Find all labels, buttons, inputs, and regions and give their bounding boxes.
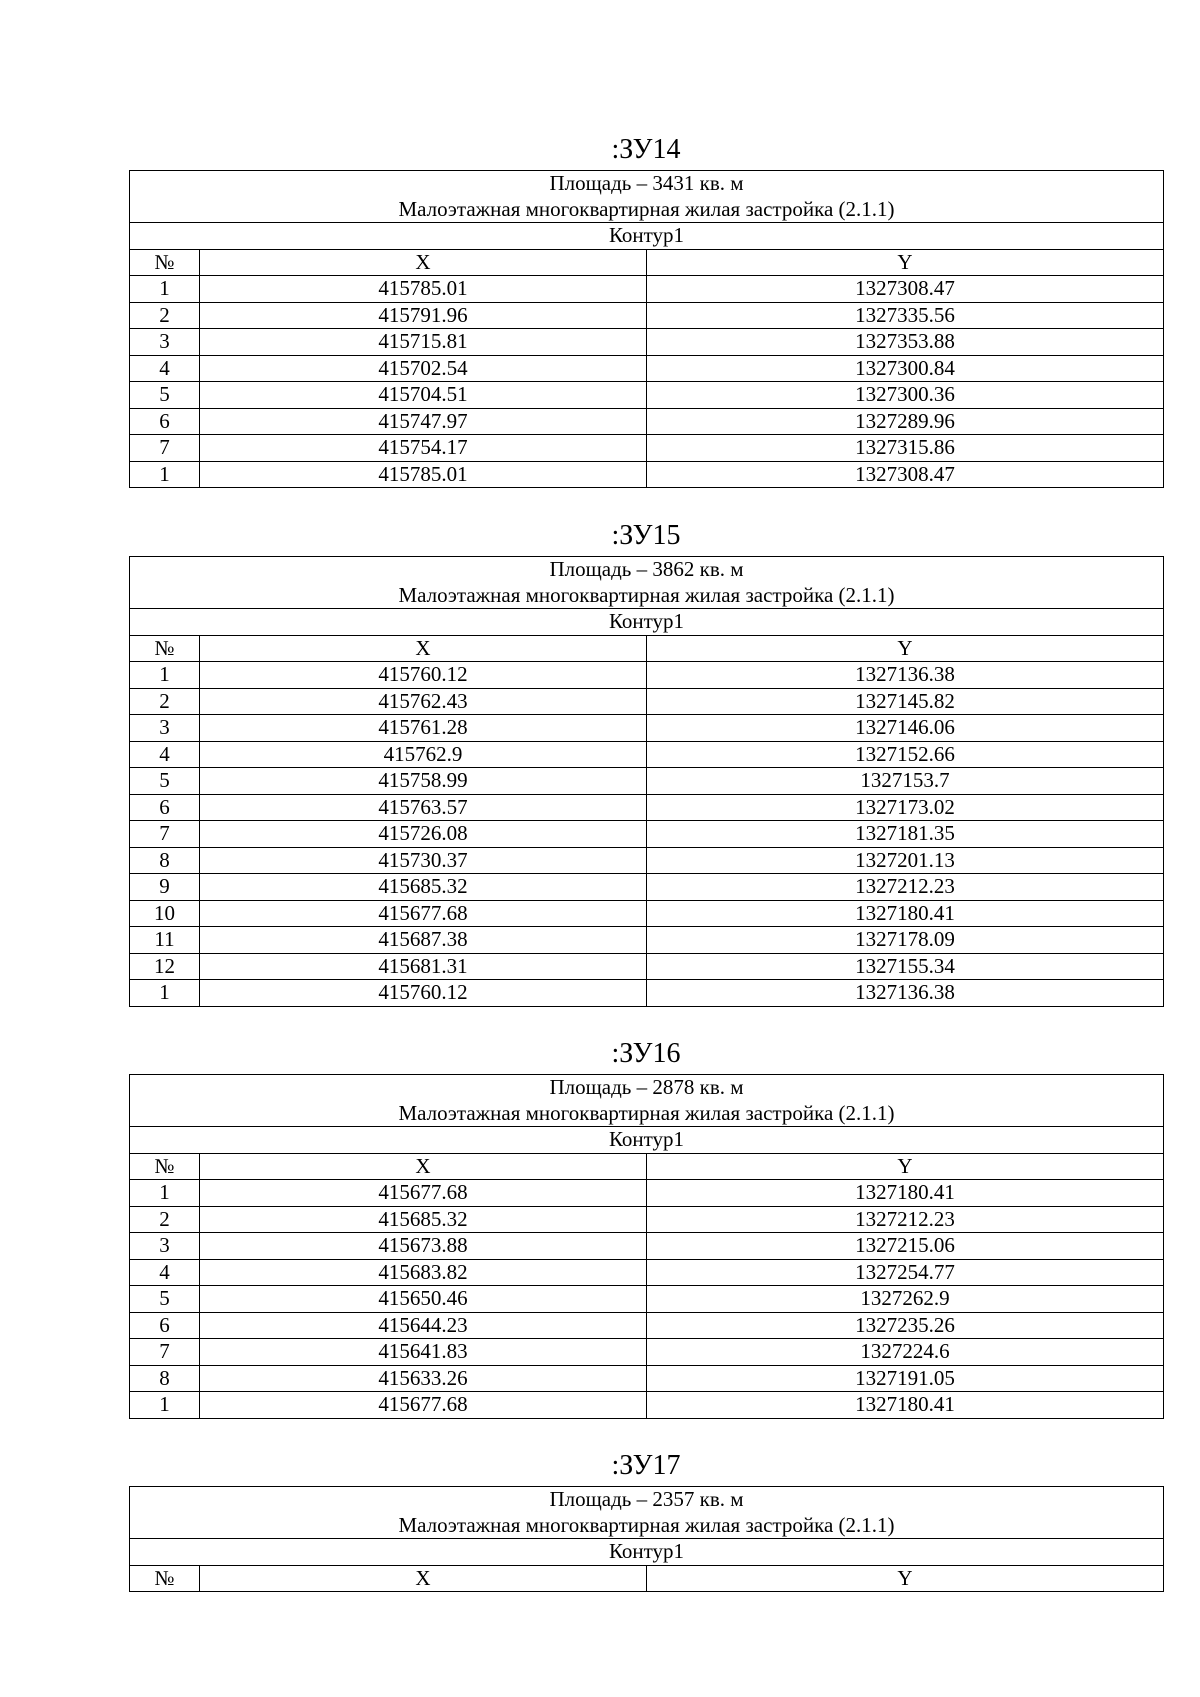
x-coordinate-cell: 415747.97 — [200, 408, 647, 435]
point-number-cell: 11 — [130, 927, 200, 954]
table-row — [130, 1365, 1164, 1392]
table-header-row — [130, 1565, 1164, 1592]
y-coordinate-cell: 1327145.82 — [647, 688, 1164, 715]
point-number-cell: 6 — [130, 408, 200, 435]
x-coordinate-cell: 415681.31 — [200, 953, 647, 980]
y-coordinate-cell: 1327180.41 — [647, 900, 1164, 927]
x-coordinate-cell: 415677.68 — [200, 1180, 647, 1207]
table-row — [130, 821, 1164, 848]
parcel-section — [129, 520, 1163, 1007]
table-row — [130, 1339, 1164, 1366]
point-number-cell: 7 — [130, 821, 200, 848]
x-coordinate-cell: 415760.12 — [200, 980, 647, 1007]
table-row — [130, 1233, 1164, 1260]
point-number-cell: 10 — [130, 900, 200, 927]
y-coordinate-cell: 1327300.36 — [647, 382, 1164, 409]
table-row — [130, 1206, 1164, 1233]
area-label: Площадь – 3431 кв. м — [130, 171, 1164, 197]
y-coordinate-cell: 1327180.41 — [647, 1392, 1164, 1419]
point-number-cell: 8 — [130, 1365, 200, 1392]
x-coordinate-cell: 415677.68 — [200, 1392, 647, 1419]
table-header-row — [130, 635, 1164, 662]
contour-label: Контур1 — [130, 1127, 1164, 1154]
y-coordinate-cell: 1327300.84 — [647, 355, 1164, 382]
area-label: Площадь – 3862 кв. м — [130, 557, 1164, 583]
section-title: :ЗУ17 — [611, 1450, 681, 1481]
x-coordinate-cell: 415760.12 — [200, 662, 647, 689]
y-coordinate-cell: 1327235.26 — [647, 1312, 1164, 1339]
point-number-cell: 6 — [130, 794, 200, 821]
y-coordinate-cell: 1327212.23 — [647, 874, 1164, 901]
table-header-row — [130, 249, 1164, 276]
column-header-x: X — [200, 1565, 647, 1592]
y-coordinate-cell: 1327308.47 — [647, 276, 1164, 303]
x-coordinate-cell: 415715.81 — [200, 329, 647, 356]
column-header-y: Y — [647, 249, 1164, 276]
section-title: :ЗУ14 — [611, 134, 681, 165]
table-row — [130, 662, 1164, 689]
land-use-label: Малоэтажная многоквартирная жилая застройка (2.1.1) — [130, 1101, 1164, 1127]
contour-label: Контур1 — [130, 223, 1164, 250]
point-number-cell: 4 — [130, 355, 200, 382]
point-number-cell: 3 — [130, 1233, 200, 1260]
x-coordinate-cell: 415754.17 — [200, 435, 647, 462]
y-coordinate-cell: 1327152.66 — [647, 741, 1164, 768]
parcel-section — [129, 1038, 1163, 1419]
y-coordinate-cell: 1327155.34 — [647, 953, 1164, 980]
table-row — [130, 847, 1164, 874]
point-number-cell: 12 — [130, 953, 200, 980]
table-row — [130, 329, 1164, 356]
x-coordinate-cell: 415683.82 — [200, 1259, 647, 1286]
point-number-cell: 2 — [130, 1206, 200, 1233]
x-coordinate-cell: 415791.96 — [200, 302, 647, 329]
point-number-cell: 1 — [130, 276, 200, 303]
x-coordinate-cell: 415673.88 — [200, 1233, 647, 1260]
table-row — [130, 768, 1164, 795]
table-row — [130, 1180, 1164, 1207]
coordinates-table — [129, 1486, 1164, 1592]
point-number-cell: 3 — [130, 329, 200, 356]
y-coordinate-cell: 1327215.06 — [647, 1233, 1164, 1260]
parcel-section — [129, 134, 1163, 488]
column-header-number: № — [130, 635, 200, 662]
column-header-number: № — [130, 1565, 200, 1592]
y-coordinate-cell: 1327289.96 — [647, 408, 1164, 435]
x-coordinate-cell: 415785.01 — [200, 276, 647, 303]
point-number-cell: 1 — [130, 1392, 200, 1419]
x-coordinate-cell: 415650.46 — [200, 1286, 647, 1313]
y-coordinate-cell: 1327180.41 — [647, 1180, 1164, 1207]
y-coordinate-cell: 1327201.13 — [647, 847, 1164, 874]
table-row — [130, 794, 1164, 821]
y-coordinate-cell: 1327191.05 — [647, 1365, 1164, 1392]
column-header-number: № — [130, 1153, 200, 1180]
table-row — [130, 276, 1164, 303]
section-title: :ЗУ16 — [611, 1038, 681, 1069]
point-number-cell: 3 — [130, 715, 200, 742]
y-coordinate-cell: 1327254.77 — [647, 1259, 1164, 1286]
coordinates-table — [129, 1074, 1164, 1419]
y-coordinate-cell: 1327353.88 — [647, 329, 1164, 356]
x-coordinate-cell: 415641.83 — [200, 1339, 647, 1366]
point-number-cell: 1 — [130, 1180, 200, 1207]
table-row — [130, 953, 1164, 980]
table-row — [130, 1392, 1164, 1419]
table-row — [130, 435, 1164, 462]
x-coordinate-cell: 415726.08 — [200, 821, 647, 848]
table-row — [130, 980, 1164, 1007]
x-coordinate-cell: 415685.32 — [200, 874, 647, 901]
x-coordinate-cell: 415685.32 — [200, 1206, 647, 1233]
x-coordinate-cell: 415762.9 — [200, 741, 647, 768]
column-header-x: X — [200, 635, 647, 662]
parcel-section — [129, 1450, 1163, 1592]
x-coordinate-cell: 415758.99 — [200, 768, 647, 795]
point-number-cell: 9 — [130, 874, 200, 901]
point-number-cell: 8 — [130, 847, 200, 874]
x-coordinate-cell: 415730.37 — [200, 847, 647, 874]
x-coordinate-cell: 415702.54 — [200, 355, 647, 382]
column-header-y: Y — [647, 635, 1164, 662]
coordinates-table — [129, 556, 1164, 1007]
area-label: Площадь – 2357 кв. м — [130, 1487, 1164, 1513]
column-header-x: X — [200, 1153, 647, 1180]
point-number-cell: 5 — [130, 768, 200, 795]
table-row — [130, 688, 1164, 715]
x-coordinate-cell: 415633.26 — [200, 1365, 647, 1392]
y-coordinate-cell: 1327136.38 — [647, 662, 1164, 689]
y-coordinate-cell: 1327136.38 — [647, 980, 1164, 1007]
table-row — [130, 1312, 1164, 1339]
contour-label: Контур1 — [130, 1539, 1164, 1566]
table-row — [130, 302, 1164, 329]
y-coordinate-cell: 1327181.35 — [647, 821, 1164, 848]
x-coordinate-cell: 415644.23 — [200, 1312, 647, 1339]
y-coordinate-cell: 1327224.6 — [647, 1339, 1164, 1366]
column-header-x: X — [200, 249, 647, 276]
y-coordinate-cell: 1327262.9 — [647, 1286, 1164, 1313]
point-number-cell: 7 — [130, 1339, 200, 1366]
point-number-cell: 7 — [130, 435, 200, 462]
point-number-cell: 4 — [130, 1259, 200, 1286]
table-row — [130, 408, 1164, 435]
y-coordinate-cell: 1327146.06 — [647, 715, 1164, 742]
section-title: :ЗУ15 — [611, 520, 681, 551]
column-header-y: Y — [647, 1565, 1164, 1592]
land-use-label: Малоэтажная многоквартирная жилая застройка (2.1.1) — [130, 583, 1164, 609]
y-coordinate-cell: 1327315.86 — [647, 435, 1164, 462]
table-header-row — [130, 1153, 1164, 1180]
y-coordinate-cell: 1327335.56 — [647, 302, 1164, 329]
point-number-cell: 6 — [130, 1312, 200, 1339]
y-coordinate-cell: 1327153.7 — [647, 768, 1164, 795]
x-coordinate-cell: 415763.57 — [200, 794, 647, 821]
table-row — [130, 461, 1164, 488]
y-coordinate-cell: 1327173.02 — [647, 794, 1164, 821]
y-coordinate-cell: 1327308.47 — [647, 461, 1164, 488]
point-number-cell: 5 — [130, 1286, 200, 1313]
point-number-cell: 5 — [130, 382, 200, 409]
x-coordinate-cell: 415762.43 — [200, 688, 647, 715]
table-row — [130, 900, 1164, 927]
y-coordinate-cell: 1327212.23 — [647, 1206, 1164, 1233]
table-row — [130, 715, 1164, 742]
x-coordinate-cell: 415704.51 — [200, 382, 647, 409]
point-number-cell: 2 — [130, 688, 200, 715]
x-coordinate-cell: 415677.68 — [200, 900, 647, 927]
table-row — [130, 355, 1164, 382]
contour-label: Контур1 — [130, 609, 1164, 636]
table-row — [130, 1286, 1164, 1313]
y-coordinate-cell: 1327178.09 — [647, 927, 1164, 954]
x-coordinate-cell: 415761.28 — [200, 715, 647, 742]
table-row — [130, 382, 1164, 409]
point-number-cell: 2 — [130, 302, 200, 329]
land-use-label: Малоэтажная многоквартирная жилая застройка (2.1.1) — [130, 197, 1164, 223]
point-number-cell: 1 — [130, 461, 200, 488]
table-row — [130, 927, 1164, 954]
coordinates-table — [129, 170, 1164, 488]
point-number-cell: 1 — [130, 980, 200, 1007]
column-header-y: Y — [647, 1153, 1164, 1180]
area-label: Площадь – 2878 кв. м — [130, 1075, 1164, 1101]
x-coordinate-cell: 415785.01 — [200, 461, 647, 488]
table-row — [130, 1259, 1164, 1286]
land-use-label: Малоэтажная многоквартирная жилая застройка (2.1.1) — [130, 1513, 1164, 1539]
table-row — [130, 874, 1164, 901]
point-number-cell: 4 — [130, 741, 200, 768]
table-row — [130, 741, 1164, 768]
x-coordinate-cell: 415687.38 — [200, 927, 647, 954]
column-header-number: № — [130, 249, 200, 276]
point-number-cell: 1 — [130, 662, 200, 689]
